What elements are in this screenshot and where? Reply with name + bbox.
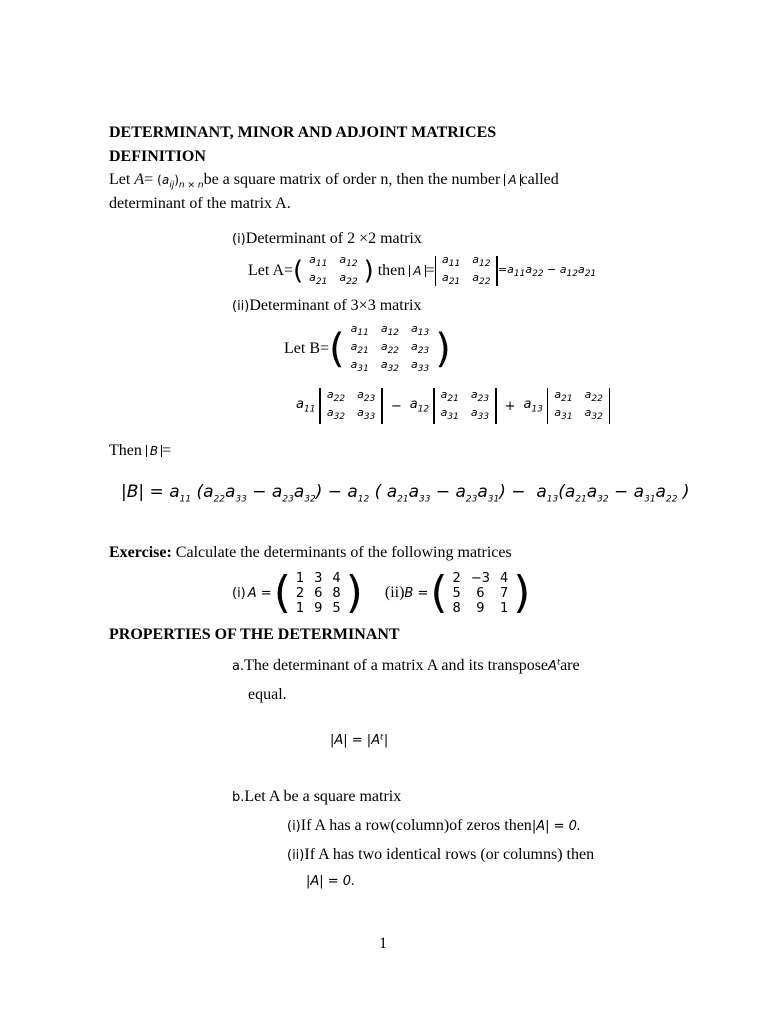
property-a: a.The determinant of a matrix A and its transposeA$^t$are [232,657,580,674]
property-a-text: The determinant of a matrix A and its transpose [244,657,549,674]
two-by-two-result: $=a_{11}a_{22} - a_{12}a_{21}$ [497,262,597,280]
item-i-text: Determinant of 2 ×2 matrix [245,230,422,247]
page-number: 1 [379,935,387,952]
exercise-line [109,544,512,562]
def-called: called [520,171,559,188]
exercise-text: Calculate the determinants of the following matrices [171,544,512,561]
matrix-cell: 6 [314,585,323,601]
page-heading: DETERMINANT, MINOR AND ADJOINT MATRICES [109,124,497,141]
property-b-i: (i)If A has a row(column)of zeros then|A| = 0. [287,817,582,834]
item-ii: (ii)Determinant of 3×3 matrix [232,297,422,314]
matrix-cell: 7 [500,585,509,601]
equals: = [425,262,435,279]
let-A: Let A= [248,262,294,279]
item-i: (i)Determinant of 2 ×2 matrix [232,230,422,247]
B-full-formula: $|B| = a_{11}$ $(a_{22}a_{33} - a_{23}a_{32}) - a_{12}$ ( $a_{21}a_{33} - a_{23}a_{31}) - a_{13}(a_{21}a_{32} - a_{31}a_{22}$ ) [121,482,690,505]
matrix-cell: −3 [470,570,490,586]
matrix-row [291,586,346,601]
matrix-cell: 9 [476,600,485,616]
matrix-cell: 2 [452,570,461,586]
ex-A-label: A = [247,585,272,601]
ex-ii-label: (ii) [384,584,405,601]
matrix-cell: 1 [295,570,305,586]
matrix-cell: 4 [332,570,341,586]
matrix-cell: 3 [314,570,323,586]
matrix-A-2x2: $a_{11}$ $a_{12}$ $a_{21}$ $a_{22}$ [309,252,358,288]
exercise-label: Exercise: [109,544,172,561]
matrix-cell: 8 [452,600,461,616]
matrix-row [448,571,514,586]
item-ii-text: Determinant of 3×3 matrix [249,297,422,314]
ex-i-label: (i) [232,585,246,601]
matrix-cell: 6 [476,585,485,601]
matrix-cell: 2 [295,585,305,601]
property-a-equal: equal. [248,686,287,703]
ex-B-label: B = [404,585,429,601]
matrix-row [448,586,514,601]
abs-A-symbol: A [504,174,520,186]
property-a-formula: |A| = |Aᵗ| [330,733,389,748]
aij-expression: $(a_{ij})_{n \times n}$ [157,173,204,191]
matrix-cell: 1 [295,600,305,616]
exercise-matrices: (i) A = ( 1 3 4 2 6 8 1 9 5 ) (ii) B = ( 2 −3 4 5 6 7 8 9 1 ) [232,567,531,618]
matrix-B-def: Let B= ( $a_{11}$ $a_{12}$ $a_{13}$ $a_{21}$ $a_{22}$ $a_{23}$ $a_{31}$ $a_{32}$ $a_{33}$ ) [284,321,451,375]
def-A: A [134,171,145,188]
matrix-cell: 1 [500,600,509,616]
def-let: Let [109,171,135,188]
property-b: b.Let A be a square matrix [232,788,402,805]
let-B: Let B= [284,340,330,357]
matrix-row [291,571,346,586]
property-b-ii: (ii)If A has two identical rows (or columns) then [287,846,595,863]
cofactor-expansion: $a_{11}$ $a_{22}$ $a_{23}$ $a_{32}$ $a_{33}$ − $a_{12}$ $a_{21}$ $a_{23}$ $a_{31}$ $a_{33}$ + $a_{13}$ $a_{21}$ $a_{22}$ $a_{31}$ $a_{32}$ [296,386,610,426]
abs-A: A [409,265,425,277]
def-eq: = [144,171,154,188]
property-b-i-formula: |A| = 0. [531,819,582,834]
matrix-cell: 8 [332,585,341,601]
det-2x2: $a_{11}$ $a_{12}$ $a_{21}$ $a_{22}$ [442,252,491,288]
abs-B: B [146,445,162,457]
definition-line-1 [109,171,559,190]
property-b-text: Let A be a square matrix [244,788,402,805]
property-b-ii-text: If A has two identical rows (or columns) then [304,846,595,863]
properties-heading: PROPERTIES OF THE DETERMINANT [109,626,400,643]
two-by-two-formula: Let A= ( $a_{11}$ $a_{12}$ $a_{21}$ $a_{22}$ ) then A = $a_{11}$ $a_{12}$ $a_{21}$ $a_{22}$ $=a_{11}a_{22} - a_{12}a_{21}$ [248,252,597,288]
matrix-row [291,601,346,616]
matrix-cell: 9 [314,600,323,616]
definition-line-2: determinant of the matrix A. [109,195,291,212]
exercise-matrix-A [291,571,346,616]
matrix-cell: 5 [452,585,461,601]
then-B-line: Then B = [109,442,172,459]
matrix-B-3x3: $a_{11}$ $a_{12}$ $a_{13}$ $a_{21}$ $a_{22}$ $a_{23}$ $a_{31}$ $a_{32}$ $a_{33}$ [350,321,430,375]
matrix-cell: 5 [332,600,341,616]
property-b-i-text: If A has a row(column)of zeros then [300,817,532,834]
definition-heading: DEFINITION [109,148,206,165]
property-b-ii-formula: |A| = 0. [306,874,356,889]
def-rest: be a square matrix of order n, then the number [203,171,505,188]
then-word: then [377,262,406,279]
matrix-row [448,601,514,616]
matrix-cell: 4 [500,570,509,586]
exercise-matrix-B [448,571,514,616]
